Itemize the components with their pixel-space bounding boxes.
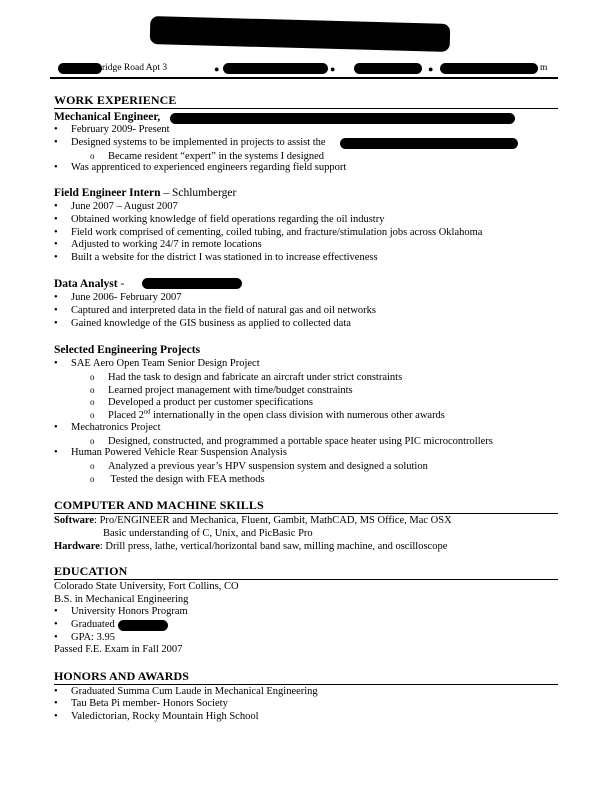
list-item-text: Adjusted to working 24/7 in remote locations bbox=[71, 239, 262, 250]
list-item bbox=[54, 227, 482, 240]
list-item-text: Designed systems to be implemented in projects to assist the bbox=[71, 137, 326, 148]
list-item bbox=[54, 632, 115, 645]
list-item bbox=[54, 305, 376, 318]
list-item bbox=[54, 239, 262, 252]
bullet-mark: • bbox=[54, 447, 58, 458]
list-item-text: Tau Beta Pi member- Honors Society bbox=[71, 698, 228, 709]
redacted-name-tail bbox=[380, 34, 445, 48]
sub-bullet-mark: o bbox=[90, 436, 95, 446]
bullet-mark: • bbox=[54, 214, 58, 225]
list-item-text: Human Powered Vehicle Rear Suspension Analysis bbox=[71, 447, 287, 458]
redacted-phone bbox=[354, 63, 422, 74]
list-item-text: internationally in the open class division with numerous other awards bbox=[150, 410, 445, 421]
list-item bbox=[54, 606, 188, 619]
list-item bbox=[54, 214, 384, 227]
ordinal-suffix: nd bbox=[143, 408, 151, 416]
redacted-client bbox=[340, 138, 518, 149]
list-item-text: Had the task to design and fabricate an aircraft under strict constraints bbox=[108, 372, 403, 383]
sub-bullet-mark: o bbox=[90, 151, 95, 161]
sub-bullet-mark: o bbox=[90, 385, 95, 395]
bullet-mark: • bbox=[54, 201, 58, 212]
redacted-employer bbox=[142, 278, 242, 289]
skill-label: Hardware bbox=[54, 541, 100, 552]
sub-list-item bbox=[90, 473, 265, 487]
list-item bbox=[54, 252, 378, 265]
list-item-text: Valedictorian, Rocky Mountain High School bbox=[71, 711, 259, 722]
section-title-honors: HONORS AND AWARDS bbox=[54, 670, 558, 685]
list-item bbox=[54, 422, 161, 435]
separator-dot: ● bbox=[214, 64, 220, 74]
contact-line bbox=[58, 62, 548, 76]
degree: B.S. in Mechanical Engineering bbox=[54, 594, 189, 605]
bullet-mark: • bbox=[54, 137, 58, 148]
list-item-text: Tested the design with FEA methods bbox=[108, 474, 265, 485]
separator-dot: ● bbox=[428, 64, 434, 74]
fe-exam: Passed F.E. Exam in Fall 2007 bbox=[54, 644, 183, 655]
bullet-mark: • bbox=[54, 358, 58, 369]
list-item-text: June 2006- February 2007 bbox=[71, 292, 182, 303]
list-item bbox=[54, 137, 326, 150]
job-title-mechanical-engineer bbox=[54, 111, 160, 124]
list-item-text: Built a website for the district I was stationed in to increase effectiveness bbox=[71, 252, 378, 263]
list-item-text: Obtained working knowledge of field operations regarding the oil industry bbox=[71, 214, 385, 225]
list-item-text: Placed 2 bbox=[108, 410, 144, 421]
list-item-text: Mechatronics Project bbox=[71, 422, 161, 433]
list-item bbox=[54, 358, 260, 371]
bullet-mark: • bbox=[54, 305, 58, 316]
sub-list-item bbox=[90, 396, 313, 410]
list-item-text: Designed, constructed, and programmed a portable space heater using PIC microcontrollers bbox=[108, 436, 493, 447]
sub-list-item bbox=[90, 460, 428, 474]
sub-bullet-mark: o bbox=[90, 461, 95, 471]
redacted-employer bbox=[170, 113, 515, 124]
list-item bbox=[54, 447, 287, 460]
list-item-text: University Honors Program bbox=[71, 606, 188, 617]
sub-bullet-mark: o bbox=[90, 474, 95, 484]
separator-dot: ● bbox=[330, 64, 336, 74]
sub-bullet-mark: o bbox=[90, 397, 95, 407]
software-skills-extra: Basic understanding of C, Unix, and PicBasic Pro bbox=[103, 528, 313, 539]
hardware-skills bbox=[54, 541, 447, 554]
bullet-mark: • bbox=[54, 239, 58, 250]
bullet-mark: • bbox=[54, 252, 58, 263]
skill-text: : Pro/ENGINEER and Mechanica, Fluent, Gambit, MathCAD, MS Office, Mac OSX bbox=[94, 515, 452, 526]
subheading-projects: Selected Engineering Projects bbox=[54, 344, 201, 356]
section-title-education: EDUCATION bbox=[54, 565, 558, 580]
list-item bbox=[54, 124, 170, 137]
redacted-graduation-date bbox=[118, 620, 168, 631]
bullet-mark: • bbox=[54, 698, 58, 709]
list-item bbox=[54, 292, 182, 305]
list-item bbox=[54, 698, 228, 711]
section-title-skills: COMPUTER AND MACHINE SKILLS bbox=[54, 499, 558, 514]
skill-label: Software bbox=[54, 515, 95, 526]
sub-list-item bbox=[90, 409, 445, 423]
bullet-mark: • bbox=[54, 422, 58, 433]
list-item-text: Field work comprised of cementing, coiled tubing, and fracture/stimulation jobs across Oklahoma bbox=[71, 227, 483, 238]
list-item-text: Was apprenticed to experienced engineers regarding field support bbox=[71, 162, 347, 173]
sub-list-item bbox=[90, 371, 402, 385]
list-item-text: Developed a product per customer specifications bbox=[108, 397, 313, 408]
list-item-text: February 2009- Present bbox=[71, 124, 170, 135]
list-item bbox=[54, 318, 351, 331]
bullet-mark: • bbox=[54, 711, 58, 722]
job-title-text: Mechanical Engineer, bbox=[54, 111, 161, 123]
list-item bbox=[54, 686, 318, 699]
list-item-text: SAE Aero Open Team Senior Design Project bbox=[71, 358, 260, 369]
bullet-mark: • bbox=[54, 318, 58, 329]
list-item-text: GPA: 3.95 bbox=[71, 632, 115, 643]
list-item-text: Graduated Summa Cum Laude in Mechanical Engineering bbox=[71, 686, 318, 697]
bullet-mark: • bbox=[54, 124, 58, 135]
software-skills bbox=[54, 515, 452, 528]
list-item bbox=[54, 162, 346, 175]
list-item bbox=[54, 201, 178, 214]
job-title-text: Field Engineer Intern bbox=[54, 187, 161, 199]
header-divider bbox=[50, 77, 558, 79]
school-name: Colorado State University, Fort Collins, CO bbox=[54, 581, 239, 592]
bullet-mark: • bbox=[54, 686, 58, 697]
list-item-text: Became resident “expert” in the systems I designed bbox=[108, 151, 325, 162]
redacted-email bbox=[440, 63, 538, 74]
section-title-work-experience: WORK EXPERIENCE bbox=[54, 94, 558, 109]
list-item-text: Learned project management with time/budget constraints bbox=[108, 385, 353, 396]
bullet-mark: • bbox=[54, 606, 58, 617]
list-item-text: Graduated bbox=[71, 619, 115, 630]
sub-bullet-mark: o bbox=[90, 410, 95, 420]
list-item-text: Analyzed a previous year’s HPV suspension system and designed a solution bbox=[108, 461, 428, 472]
job-org: – Schlumberger bbox=[160, 187, 237, 199]
list-item-text: Gained knowledge of the GIS business as applied to collected data bbox=[71, 318, 351, 329]
bullet-mark: • bbox=[54, 292, 58, 303]
address-fragment: ridge Road Apt 3 bbox=[102, 63, 168, 73]
bullet-mark: • bbox=[54, 632, 58, 643]
list-item bbox=[54, 711, 259, 724]
job-title-data-analyst bbox=[54, 278, 124, 291]
skill-text: : Drill press, lathe, vertical/horizontal band saw, milling machine, and oscilloscope bbox=[99, 541, 448, 552]
sub-bullet-mark: o bbox=[90, 372, 95, 382]
job-org: - bbox=[117, 278, 125, 290]
redacted-city bbox=[223, 63, 328, 74]
list-item bbox=[54, 619, 115, 632]
email-fragment: m bbox=[540, 63, 548, 73]
bullet-mark: • bbox=[54, 162, 58, 173]
list-item-text: June 2007 – August 2007 bbox=[71, 201, 178, 212]
job-title-text: Data Analyst bbox=[54, 278, 118, 290]
list-item-text: Captured and interpreted data in the field of natural gas and oil networks bbox=[71, 305, 376, 316]
bullet-mark: • bbox=[54, 227, 58, 238]
bullet-mark: • bbox=[54, 619, 58, 630]
job-title-field-engineer-intern bbox=[54, 187, 236, 200]
redacted-address bbox=[58, 63, 102, 74]
